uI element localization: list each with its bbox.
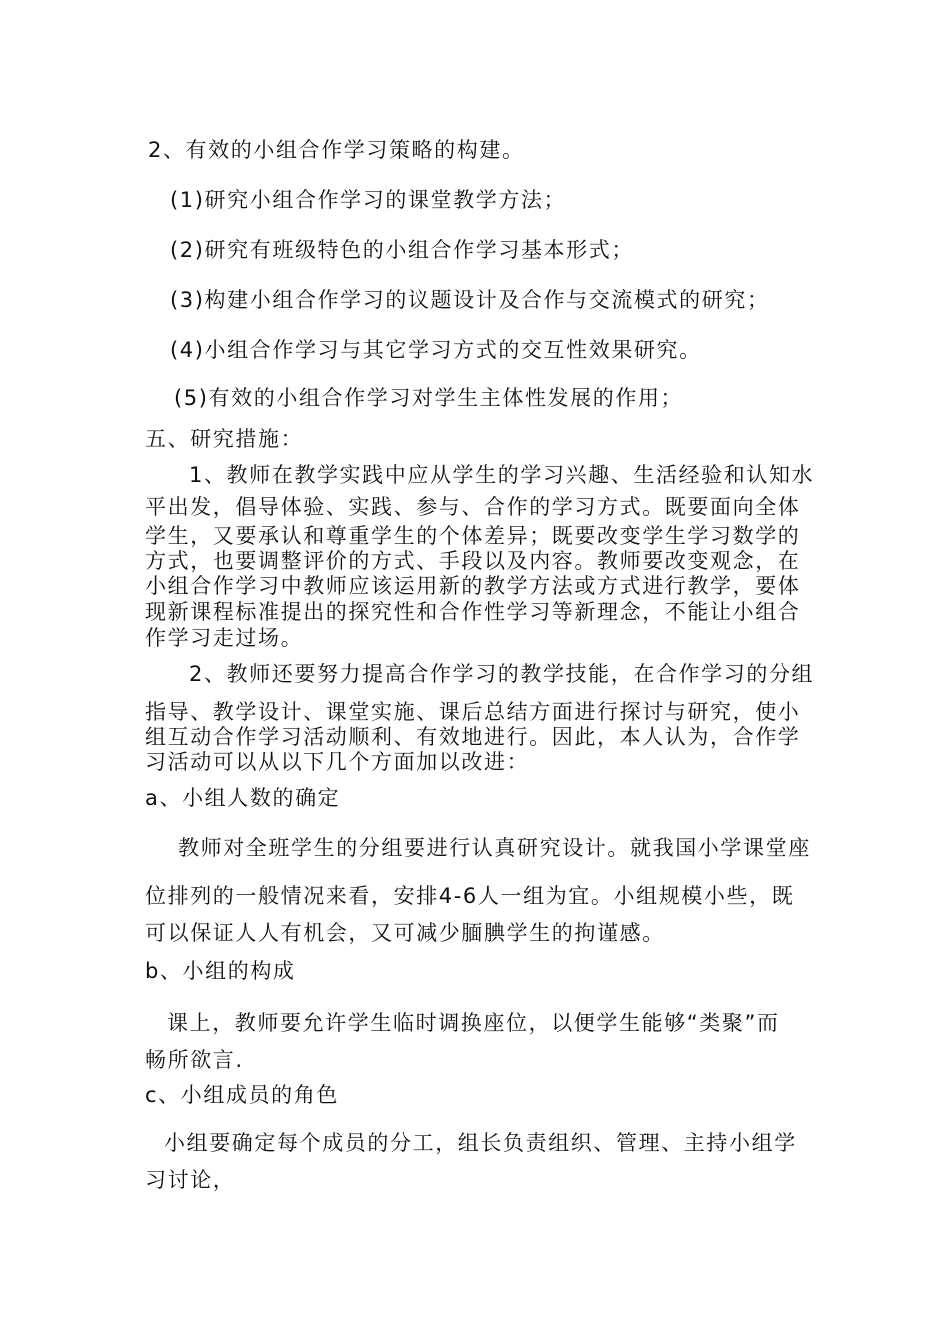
measure-1-line: 方式，也要调整评价的方式、手段以及内容。教师要改变观念，在 (145, 549, 801, 573)
section-2-item-2: (2)研究有班级特色的小组合作学习基本形式； (170, 238, 634, 262)
measure-1-line: 学生，又要承认和尊重学生的个体差异；既要改变学生学习数学的 (145, 524, 801, 548)
subsection-b-line: 课上，教师要允许学生临时调换座位，以便学生能够“类聚”而 (167, 1011, 780, 1035)
subsection-a-line: 位排列的一般情况来看，安排4-6人一组为宜。小组规模小些，既 (145, 884, 795, 908)
subsection-b-line: 畅所欲言. (145, 1048, 244, 1072)
subsection-c-line: 习讨论， (145, 1168, 236, 1192)
measure-2-line: 指导、教学设计、课堂实施、课后总结方面进行探讨与研究，使小 (145, 700, 801, 724)
section-2-heading: 2、有效的小组合作学习策略的构建。 (148, 138, 525, 162)
section-2-item-3: (3)构建小组合作学习的议题设计及合作与交流模式的研究； (170, 288, 770, 312)
measure-1-line: 现新课程标准提出的探究性和合作性学习等新理念，不能让小组合 (145, 600, 801, 624)
measure-1-line: 平出发，倡导体验、实践、参与、合作的学习方式。既要面向全体 (145, 495, 801, 519)
measure-1-line: 小组合作学习中教师应该运用新的教学方法或方式进行教学，要体 (145, 574, 801, 598)
subsection-a-line: 教师对全班学生的分组要进行认真研究设计。就我国小学课堂座 (178, 836, 811, 860)
subsection-a-heading: a、小组人数的确定 (145, 786, 341, 810)
measure-2-line: 组互动合作学习活动顺利、有效地进行。因此，本人认为，合作学 (145, 725, 801, 749)
measure-2-line: 2、教师还要努力提高合作学习的教学技能，在合作学习的分组 (189, 662, 815, 686)
subsection-b-heading: b、小组的构成 (145, 959, 296, 983)
subsection-c-line: 小组要确定每个成员的分工，组长负责组织、管理、主持小组学 (164, 1131, 797, 1155)
measure-1-line: 作学习走过场。 (145, 626, 304, 650)
section-2-item-4: (4)小组合作学习与其它学习方式的交互性效果研究。 (170, 338, 702, 362)
subsection-a-line: 可以保证人人有机会，又可减少腼腆学生的拘谨感。 (145, 921, 665, 945)
subsection-c-heading: c、小组成员的角色 (145, 1083, 339, 1107)
measure-1-line: 1、教师在教学实践中应从学生的学习兴趣、生活经验和认知水 (189, 463, 815, 487)
measure-2-line: 习活动可以从以下几个方面加以改进： (145, 750, 530, 774)
section-5-heading: 五、研究措施： (145, 427, 304, 451)
section-2-item-1: (1)研究小组合作学习的课堂教学方法； (170, 188, 567, 212)
section-2-item-5: (5)有效的小组合作学习对学生主体性发展的作用； (174, 386, 684, 410)
